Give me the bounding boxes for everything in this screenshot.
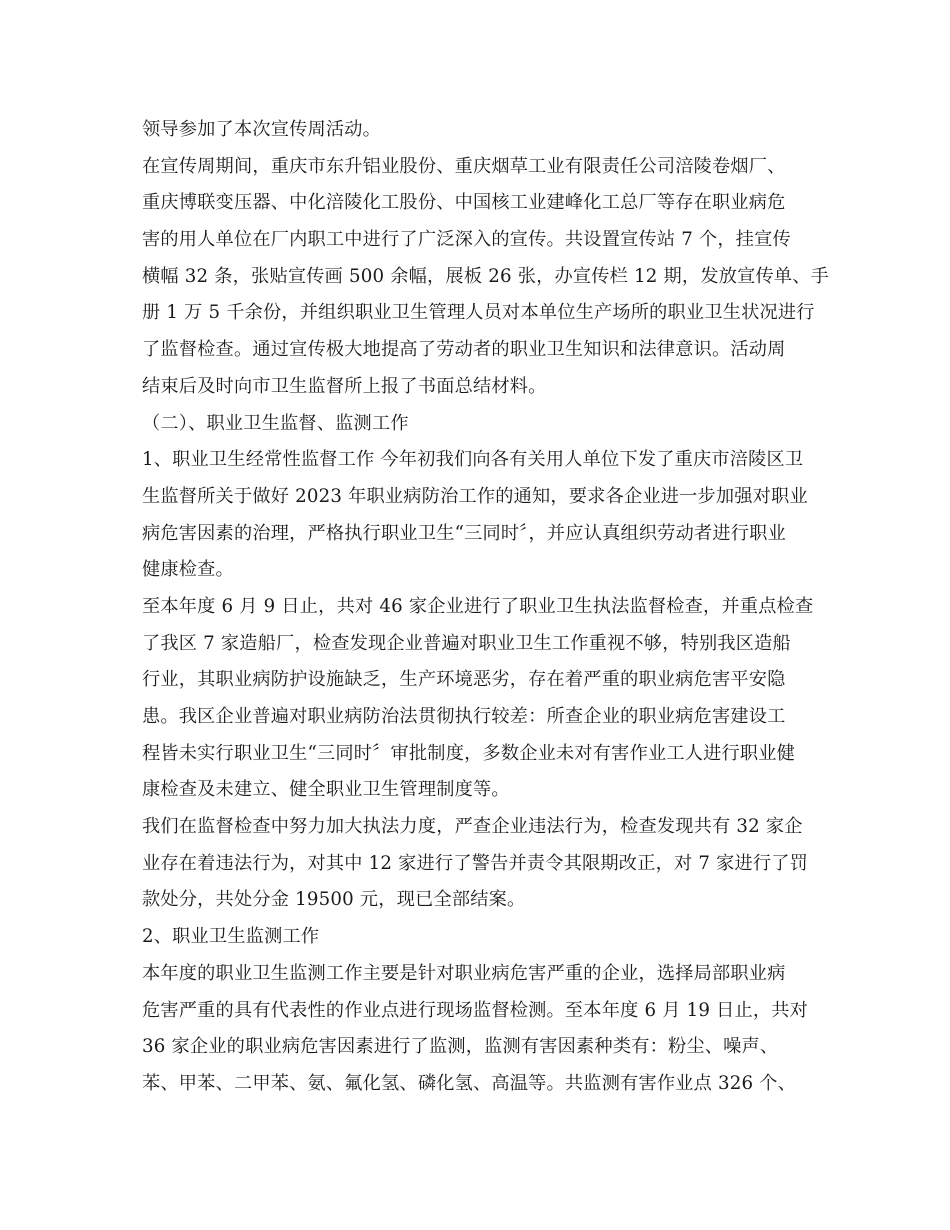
text-line: 危害严重的具有代表性的作业点进行现场监督检测。至本年度 6 月 19 日止，共对 (142, 999, 809, 1021)
text-line: 在宣传周期间，重庆市东升铝业股份、重庆烟草工业有限责任公司涪陵卷烟厂、 (142, 155, 786, 177)
text-line: 害的用人单位在厂内职工中进行了广泛深入的宣传。共设置宣传站 7 个，挂宣传 (142, 229, 791, 251)
text-line: 苯、甲苯、二甲苯、氨、氟化氢、磷化氢、高温等。共监测有害作业点 326 个、 (142, 1072, 797, 1094)
text-line: 生监督所关于做好 2023 年职业病防治工作的通知，要求各企业进一步加强对职业 (142, 485, 808, 507)
text-line: 业存在着违法行为，对其中 12 家进行了警告并责令其限期改正，对 7 家进行了罚 (142, 852, 809, 874)
subsection-heading: 2、职业卫生监测工作 (142, 926, 320, 948)
text-line: 重庆博联变压器、中化涪陵化工股份、中国核工业建峰化工总厂等存在职业病危 (142, 192, 786, 214)
text-line: 1、职业卫生经常性监督工作 今年初我们向各有关用人单位下发了重庆市涪陵区卫 (142, 449, 804, 471)
text-line: 了监督检查。通过宣传极大地提高了劳动者的职业卫生知识和法律意识。活动周 (142, 339, 786, 361)
section-heading: （二）、职业卫生监督、监测工作 (142, 412, 409, 434)
text-line: 健康检查。 (142, 559, 234, 581)
text-line: 结束后及时向市卫生监督所上报了书面总结材料。 (142, 375, 547, 397)
text-line: 了我区 7 家造船厂，检查发现企业普遍对职业卫生工作重视不够，特别我区造船 (142, 632, 791, 654)
text-line: 领导参加了本次宣传周活动。 (142, 119, 382, 140)
text-line: 至本年度 6 月 9 日止，共对 46 家企业进行了职业卫生执法监督检查，并重点检查 (142, 595, 814, 617)
text-line: 患。我区企业普遍对职业病防治法贯彻执行较差：所查企业的职业病危害建设工 (142, 706, 786, 727)
text-line: 款处分，共处分金 19500 元，现已全部结案。 (142, 889, 526, 911)
text-line: 康检查及未建立、健全职业卫生管理制度等。 (142, 779, 510, 801)
body-text (142, 112, 830, 1103)
text-line: 程皆未实行职业卫生“三同时〞审批制度，多数企业未对有害作业工人进行职业健 (142, 742, 796, 764)
text-line: 病危害因素的治理，严格执行职业卫生“三同时〞，并应认真组织劳动者进行职业 (142, 522, 786, 544)
text-line: 册 1 万 5 千余份，并组织职业卫生管理人员对本单位生产场所的职业卫生状况进行 (142, 302, 815, 324)
text-line: 36 家企业的职业病危害因素进行了监测，监测有害因素种类有：粉尘、噪声、 (142, 1036, 779, 1058)
text-line: 横幅 32 条，张贴宣传画 500 余幅，展板 26 张，办宣传栏 12 期，发放宣传单、手 (142, 265, 830, 287)
text-line: 本年度的职业卫生监测工作主要是针对职业病危害严重的企业，选择局部职业病 (142, 962, 786, 984)
text-line: 我们在监督检查中努力加大执法力度，严查企业违法行为，检查发现共有 32 家企 (142, 816, 803, 838)
text-line: 行业，其职业病防护设施缺乏，生产环境恶劣，存在着严重的职业病危害平安隐 (142, 669, 786, 691)
